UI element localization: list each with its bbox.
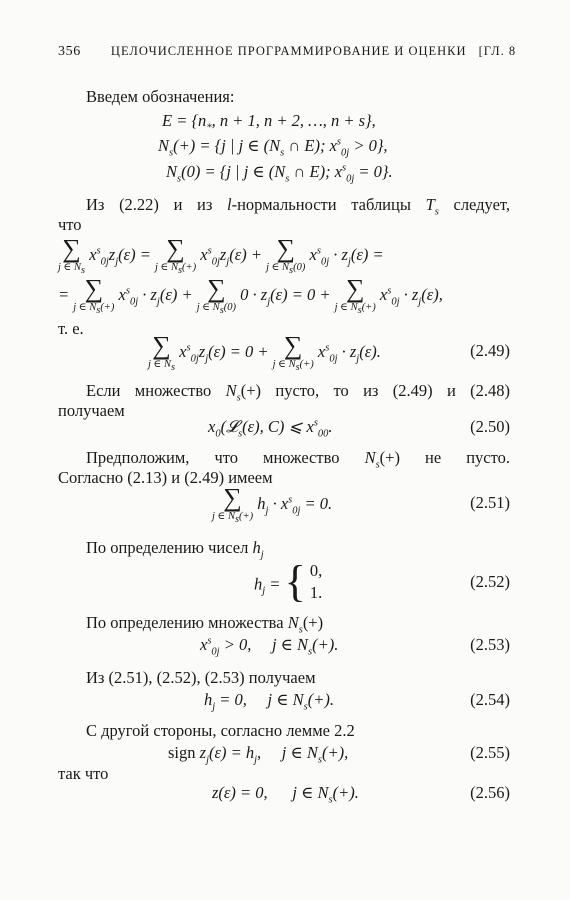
eq-number-2-55: (2.55) xyxy=(470,743,510,762)
intro-text: Введем обозначения: xyxy=(86,87,235,106)
def-Ns-plus: $N_s(+) = \{j$ | j ∈ ($N_s$ ∩ E); $x^s_{0j} > 0$}, xyxy=(158,136,388,159)
if-empty-line1: Если множество $N_s(+)$ пусто, то из (2.49) и (2.48) xyxy=(86,381,510,402)
def-set-text: По определению множества $N_s(+)$ xyxy=(86,613,324,636)
if-empty-line2: получаем xyxy=(58,401,125,420)
def-Ns-zero: $N_s(0) = \{j$ | j ∈ ($N_s$ ∩ E); $x^s_{0j} = 0$}. xyxy=(166,162,393,185)
suppose-line2: Согласно (2.13) и (2.49) имеем xyxy=(58,468,273,487)
sum-equation-line2: = ∑ j ∈ $N_s(+)$ $x^s_{0j} \cdot z_j(\varepsilon)$ + ∑ j ∈ $N_s(0)$ $0 \cdot z_j(\varepsilon) = 0$ + ∑ j ∈ $N_s(+)$ $x^s_{0j} \cdot z_j(\varepsilon)$, xyxy=(58,274,443,317)
eq-2-54: $h_j = 0$, j ∈ $N_s(+)$. xyxy=(204,690,334,713)
eq-number-2-51: (2.51) xyxy=(470,493,510,512)
def-h-text: По определению чисел $h_j$ xyxy=(86,538,264,561)
eq-2-53: $x^s_{0j} > 0$, j ∈ $N_s(+)$. xyxy=(200,635,339,658)
eq-2-52: $h_j$ = { 0, 1. xyxy=(254,557,323,606)
def-E: $E = \{n_*$, n + 1, n + 2, …, n + s}, xyxy=(162,111,376,134)
eq-2-56: z(ε) = 0, j ∈ $N_s(+)$. xyxy=(212,783,359,806)
sum-equation-line1: ∑ j ∈ $N_s$ $x^s_{0j}z_j(\varepsilon)$ = ∑ j ∈ $N_s(+)$ $x^s_{0j}z_j(\varepsilon)$ + ∑ j ∈ $N_s(0)$ $x^s_{0j} \cdot z_j(\varepsilon)$ = xyxy=(58,234,384,277)
eq-number-2-54: (2.54) xyxy=(470,690,510,709)
case-0: 0, xyxy=(309,560,323,580)
eq-2-55: sign $z_j(\varepsilon) = h_j$, j ∈ $N_s(+)$, xyxy=(168,743,349,766)
eq-number-2-49: (2.49) xyxy=(470,341,510,360)
eq-number-2-56: (2.56) xyxy=(470,783,510,802)
so-text: так что xyxy=(58,764,109,783)
running-title: ЦЕЛОЧИСЛЕННОЕ ПРОГРАММИРОВАНИЕ И ОЦЕНКИ xyxy=(110,44,467,58)
follows-text-line2: что xyxy=(58,215,82,234)
eq-number-2-53: (2.53) xyxy=(470,635,510,654)
page-number: 356 xyxy=(58,44,81,59)
from-text: Из (2.51), (2.52), (2.53) получаем xyxy=(86,668,316,687)
eq-2-49: ∑ j ∈ $N_s$ $x^s_{0j}z_j(\varepsilon) = 0$ + ∑ j ∈ $N_s(+)$ $x^s_{0j} \cdot z_j(\varepsilon)$. xyxy=(148,331,381,374)
case-1: 1. xyxy=(309,582,323,602)
left-brace: { xyxy=(284,557,306,606)
te-text: т. е. xyxy=(58,319,84,338)
eq-2-50: $x_0(𝓛_s(\varepsilon)$, C) ⩽ $x^s_{00}$. xyxy=(208,417,333,440)
eq-number-2-52: (2.52) xyxy=(470,572,510,591)
other-side-text: С другой стороны, согласно лемме 2.2 xyxy=(86,721,355,740)
eq-number-2-50: (2.50) xyxy=(470,417,510,436)
follows-text-line1: Из (2.22) и из l-нормальности таблицы $T_s$ следует, xyxy=(86,195,510,216)
eq-2-51: ∑ j ∈ $N_s(+)$ $h_j \cdot x^s_{0j} = 0$. xyxy=(212,483,333,526)
suppose-line1: Предположим, что множество $N_s(+)$ не пусто. xyxy=(86,448,510,469)
running-header xyxy=(58,44,516,60)
chapter-ref: [ГЛ. 8 xyxy=(478,44,517,58)
